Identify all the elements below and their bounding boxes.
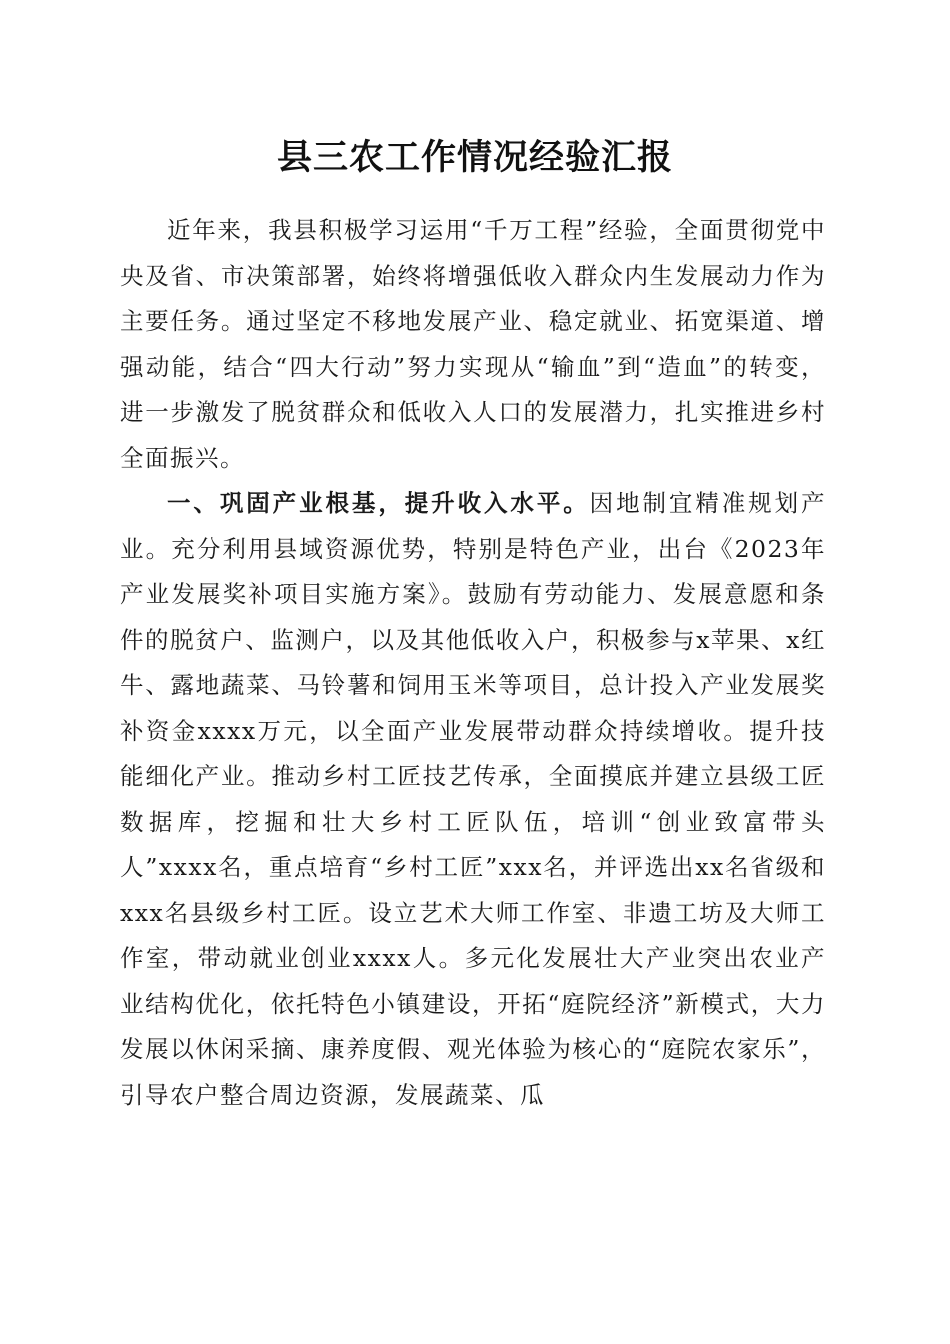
section-heading: 一、巩固产业根基，提升收入水平。 <box>167 489 590 517</box>
section-body: 因地制宜精准规划产业。充分利用县域资源优势，特别是特色产业，出台《2023年产业发展奖补项目实施方案》。鼓励有劳动能力、发展意愿和条件的脱贫户、监测户，以及其他低收入户，积极参与x苹果、x红牛、露地蔬菜、马铃薯和饲用玉米等项目，总计投入产业发展奖补资金xxxx万元，以全面产业发展带动群众持续增收。提升技能细化产业。推动乡村工匠技艺传承，全面摸底并建立县级工匠数据库，挖掘和壮大乡村工匠队伍，培训“创业致富带头人”xxxx名，重点培育“乡村工匠”xxx名，并评选出xx名省级和xxx名县级乡村工匠。设立艺术大师工作室、非遗工坊及大师工作室，带动就业创业xxxx人。多元化发展壮大产业突出农业产业结构优化，依托特色小镇建设，开拓“庭院经济”新模式，大力发展以休闲采摘、康养度假、观光体验为核心的“庭院农家乐”，引导农户整合周边资源，发展蔬菜、瓜 <box>120 489 827 1109</box>
document-title: 县三农工作情况经验汇报 <box>276 137 673 178</box>
document-body <box>120 208 826 1118</box>
section-paragraph <box>120 481 826 1118</box>
intro-paragraph: 近年来，我县积极学习运用“千万工程”经验，全面贯彻党中央及省、市决策部署，始终将增强低收入群众内生发展动力作为主要任务。通过坚定不移地发展产业、稳定就业、拓宽渠道、增强动能，结合“四大行动”努力实现从“输血”到“造血”的转变，进一步激发了脱贫群众和低收入人口的发展潜力，扎实推进乡村全面振兴。 <box>120 216 826 472</box>
